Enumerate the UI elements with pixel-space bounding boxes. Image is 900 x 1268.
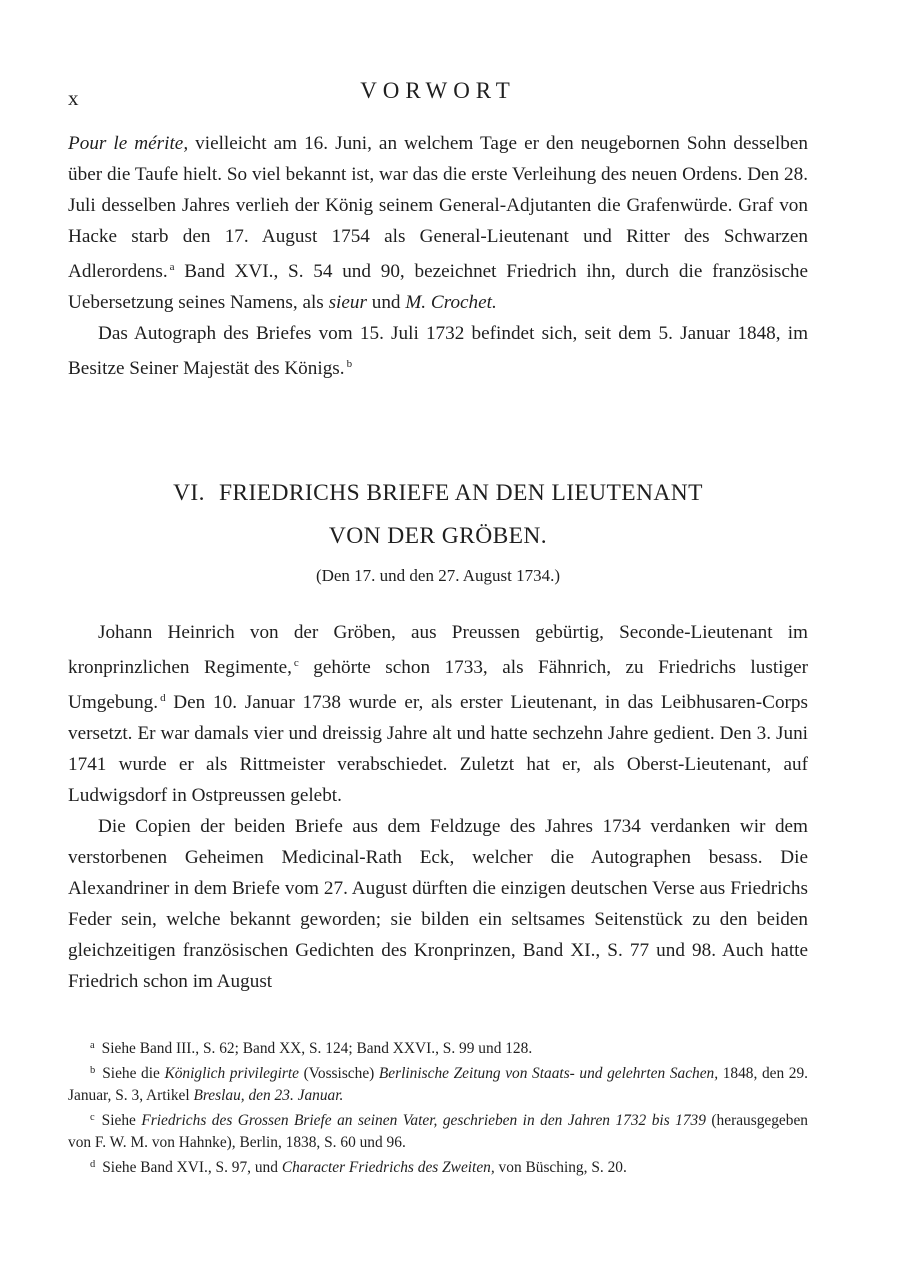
intro-paragraph-2: [68, 318, 808, 384]
text-span: Band XVI., S. 54 und 90, bezeichnet Friedrich ihn, durch die französische Uebersetzung seines Namens, als: [68, 261, 808, 313]
section-title-part-2: VON DER GRÖBEN.: [328, 523, 548, 549]
footnote-ref-b[interactable]: b: [346, 358, 353, 370]
footnote-text: Siehe Band III., S. 62; Band XX, S. 124; Band XXVI., S. 99 und 128.: [101, 1040, 533, 1057]
footnotes: [68, 1035, 808, 1179]
section-numeral: VI.: [173, 480, 205, 506]
footnote-d: [68, 1154, 808, 1179]
body-paragraph-1: [68, 617, 808, 811]
running-title: VORWORT: [360, 78, 516, 103]
footnote-text: Siehe Band XVI., S. 97, und: [102, 1159, 282, 1176]
body-paragraph-2: Die Copien der beiden Briefe aus dem Feldzuge des Jahres 1734 verdanken wir dem verstorbenen Geheimen Medicinal-Rath Eck, welcher die Autographen besass. Die Alexandriner in dem Briefe vom 27. August dürften die einzigen deutschen Verse aus Friedrichs Feder sein, welche bekannt geworden; sie bilden ein seltsames Seitenstück zu den beiden gleichzeitigen französischen Gedichten des Kronprinzen, Band XI., S. 77 und 98. Auch hatte Friedrich schon im August: [68, 816, 808, 992]
section-heading-line-2: [68, 517, 808, 555]
text-span: Den 10. Januar 1738 wurde er, als erster Lieutenant, in das Leibhusaren-Corps versetzt. Er war damals vier und dreissig Jahre alt und hatte sechzehn Jahre gedient. Den 3. Juni 1741 wurde er als Rittmeister verabschiedet. Zuletzt hat er, als Oberst-Lieutenant, auf Ludwigsdorf in Ostpreussen gelebt.: [68, 692, 808, 806]
footnote-italic: Breslau, den 23. Januar.: [193, 1087, 344, 1104]
footnote-text: (herausgegeben von F. W. M. von Hahnke), Berlin, 1838, S. 60 und 96.: [68, 1112, 808, 1151]
footnote-text: 1848, den 29. Januar, S. 3, Artikel: [68, 1065, 809, 1104]
text-span: Das Autograph des Briefes vom 15. Juli 1732 befindet sich, seit dem 5. Januar 1848, im Besitze Seiner Majestät des Königs.: [68, 323, 808, 379]
italic-phrase: sieur: [328, 292, 367, 313]
italic-phrase: Pour le mérite,: [68, 133, 189, 154]
page-header: [68, 78, 808, 110]
text-span: vielleicht am 16. Juni, an welchem Tage er den neugebornen Sohn desselben über die Taufe hielt. So viel bekannt ist, war das die erste Verleihung des neuen Ordens. Den 28. Juli desselben Jahres verlieh der König seinem General-Adjutanten die Grafenwürde. Graf von Hacke starb den 17. August 1754 als General-Lieutenant und Ritter des Schwarzen Adlerordens.: [68, 133, 808, 282]
footnote-mark: d: [90, 1159, 96, 1170]
footnote-ref-d[interactable]: d: [160, 692, 166, 704]
section-dates: (Den 17. und den 27. August 1734.): [315, 566, 561, 585]
footnote-italic: Berlinische Zeitung von Staats- und gelehrten Sachen,: [378, 1065, 719, 1082]
footnote-italic: Friedrichs des Grossen Briefe an seinen Vater, geschrieben in den Jahren 1732 bis 1739: [141, 1112, 706, 1129]
italic-phrase: M. Crochet.: [405, 292, 497, 313]
footnote-mark: c: [90, 1112, 95, 1123]
footnote-b: [68, 1060, 808, 1107]
intro-paragraph-1: [68, 128, 808, 318]
footnote-ref-a[interactable]: a: [169, 261, 175, 273]
footnote-ref-c[interactable]: c: [293, 657, 299, 669]
text-span: gehörte schon 1733, als Fähnrich, zu Friedrichs lustiger Umgebung.: [68, 657, 808, 713]
text-span: und: [366, 292, 406, 313]
footnote-text: Siehe: [101, 1112, 142, 1129]
section-heading-line-1: [68, 474, 808, 512]
section-body: [68, 617, 808, 997]
text-span: Johann Heinrich von der Gröben, aus Preussen gebürtig, Seconde-Lieutenant im kronprinzlichen Regimente,: [68, 622, 808, 678]
footnote-italic: Königlich privilegirte: [164, 1065, 300, 1082]
section-title-part-1: FRIEDRICHS BRIEFE AN DEN LIEUTENANT: [218, 480, 703, 506]
footnote-text: (Vossische): [299, 1065, 379, 1082]
footnote-a: [68, 1035, 808, 1060]
intro-text: [68, 128, 808, 384]
footnote-c: [68, 1107, 808, 1154]
footnote-mark: b: [90, 1065, 96, 1076]
footnote-mark: a: [90, 1040, 95, 1051]
footnote-text: von Büsching, S. 20.: [494, 1159, 627, 1176]
footnote-italic: Character Friedrichs des Zweiten,: [281, 1159, 495, 1176]
page-number: x: [68, 86, 79, 110]
footnote-text: Siehe die: [102, 1065, 165, 1082]
